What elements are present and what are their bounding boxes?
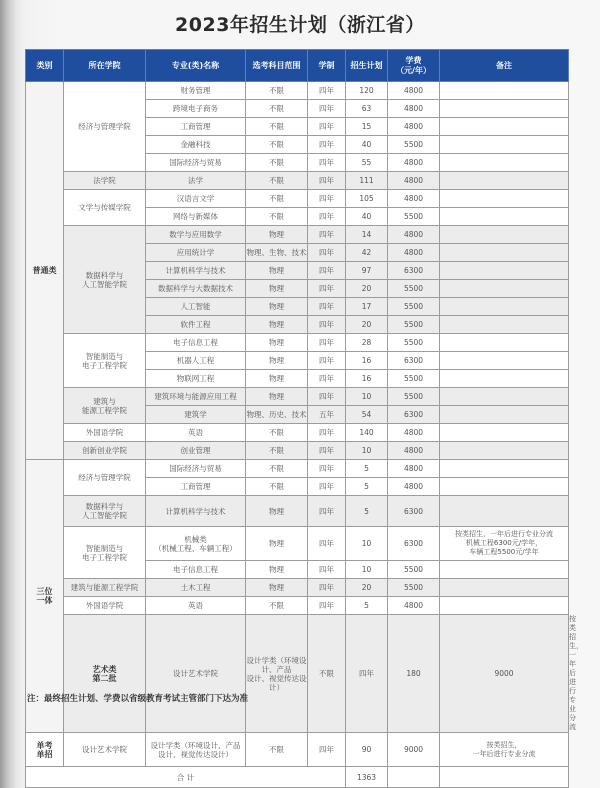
quota-cell: 15 [346, 118, 388, 136]
subjects-cell: 不限 [246, 597, 308, 615]
duration-cell: 四年 [308, 316, 346, 334]
quota-cell: 17 [346, 298, 388, 316]
quota-cell: 5 [346, 460, 388, 478]
tuition-cell: 4800 [388, 597, 440, 615]
college-cell [64, 388, 146, 424]
table-row [26, 334, 569, 352]
total-row [26, 767, 569, 788]
table-header-row [26, 50, 569, 82]
subjects-cell: 不限 [308, 615, 346, 733]
remark-cell [440, 298, 569, 316]
duration-cell: 四年 [308, 208, 346, 226]
duration-cell: 四年 [308, 334, 346, 352]
college-cell: 外国语学院 [64, 597, 146, 615]
quota-cell: 10 [346, 527, 388, 561]
major-line2: 设计、视觉传达设计） [158, 749, 233, 759]
major-cell: 国际经济与贸易 [146, 460, 246, 478]
tuition-cell: 4800 [388, 424, 440, 442]
quota-cell: 10 [346, 561, 388, 579]
remark-line2: 一年后进行专业分流 [472, 749, 536, 758]
category-general: 普通类 [26, 82, 64, 460]
tuition-cell: 5500 [388, 561, 440, 579]
college-line2: 能源工程学院 [82, 405, 127, 415]
quota-cell: 63 [346, 100, 388, 118]
quota-cell: 40 [346, 208, 388, 226]
remark-line2: 一年后进行专业分流 [569, 651, 576, 731]
duration-cell: 四年 [308, 527, 346, 561]
major-cell: 应用统计学 [146, 244, 246, 262]
major-cell: 金融科技 [146, 136, 246, 154]
remark-cell [440, 442, 569, 460]
table-row [26, 388, 569, 406]
remark-cell [440, 100, 569, 118]
tuition-cell: 4800 [388, 154, 440, 172]
tuition-cell: 4800 [388, 100, 440, 118]
quota-cell: 28 [346, 334, 388, 352]
duration-cell: 四年 [308, 298, 346, 316]
tuition-cell: 5500 [388, 334, 440, 352]
table-row [26, 527, 569, 561]
total-quota: 1363 [346, 767, 388, 788]
remark-cell [440, 733, 569, 767]
remark-cell [440, 280, 569, 298]
category-line2: 一体 [36, 596, 53, 605]
major-cell: 土木工程 [146, 579, 246, 597]
category-single-exam [26, 733, 64, 767]
table-row [26, 597, 569, 615]
quota-cell: 42 [346, 244, 388, 262]
major-cell [246, 615, 308, 733]
college-line1: 数据科学与 [85, 270, 124, 280]
college-cell [64, 226, 146, 334]
subjects-cell: 物理 [246, 316, 308, 334]
remark-cell [440, 406, 569, 424]
category-art [64, 615, 146, 733]
subjects-cell: 不限 [246, 190, 308, 208]
tuition-cell: 6300 [388, 496, 440, 527]
subjects-cell: 物理 [246, 334, 308, 352]
major-cell: 电子信息工程 [146, 334, 246, 352]
tuition-cell: 9000 [440, 615, 569, 733]
quota-cell: 10 [346, 388, 388, 406]
quota-cell: 40 [346, 136, 388, 154]
remark-cell [440, 136, 569, 154]
quota-cell: 5 [346, 478, 388, 496]
duration-cell: 四年 [308, 262, 346, 280]
duration-cell: 四年 [308, 579, 346, 597]
tuition-cell: 6300 [388, 406, 440, 424]
duration-cell: 四年 [308, 733, 346, 767]
college-cell: 经济与管理学院 [64, 82, 146, 172]
major-cell: 国际经济与贸易 [146, 154, 246, 172]
footnote: 注：最终招生计划、学费以省级教育考试主管部门下达为准 [27, 694, 249, 704]
category-line1: 单考 [36, 740, 53, 750]
remark-line1: 按类招生， [569, 615, 583, 650]
major-cell: 工商管理 [146, 118, 246, 136]
remark-line3: 车辆工程5500元/学年 [469, 548, 539, 556]
category-line2: 单招 [36, 749, 53, 759]
category-line1: 三位 [36, 587, 53, 596]
college-line1: 智能制造与 [85, 543, 124, 553]
major-line2: （机械工程、车辆工程） [154, 543, 237, 553]
tuition-cell: 4800 [388, 190, 440, 208]
tuition-cell: 4800 [388, 244, 440, 262]
table-row [26, 442, 569, 460]
college-line1: 数据科学与 [85, 502, 124, 511]
subjects-cell: 不限 [246, 424, 308, 442]
subjects-cell: 不限 [246, 478, 308, 496]
quota-cell: 20 [346, 316, 388, 334]
tuition-cell: 9000 [388, 733, 440, 767]
college-line2: 电子工程学院 [82, 552, 127, 562]
subjects-cell: 物理 [246, 280, 308, 298]
quota-cell: 180 [388, 615, 440, 733]
major-cell: 法学 [146, 172, 246, 190]
table-row [26, 82, 569, 100]
subjects-cell: 不限 [246, 442, 308, 460]
college-line2: 人工智能学院 [82, 511, 127, 520]
tuition-cell: 5500 [388, 370, 440, 388]
college-cell: 创新创业学院 [64, 442, 146, 460]
remark-line1: 按类招生， [486, 740, 522, 749]
major-cell: 建筑环境与能源应用工程 [146, 388, 246, 406]
tuition-cell: 6300 [388, 527, 440, 561]
subjects-cell: 不限 [246, 100, 308, 118]
quota-cell: 97 [346, 262, 388, 280]
duration-cell: 四年 [308, 442, 346, 460]
duration-cell: 四年 [308, 478, 346, 496]
remark-cell [440, 244, 569, 262]
quota-cell: 5 [346, 597, 388, 615]
duration-cell: 四年 [308, 460, 346, 478]
category-line2: 第二批 [92, 673, 117, 683]
major-cell: 财务管理 [146, 82, 246, 100]
college-line2: 电子工程学院 [82, 360, 127, 370]
subjects-cell: 不限 [246, 208, 308, 226]
header-quota: 招生计划 [346, 50, 388, 82]
total-tuition-empty [388, 767, 440, 788]
subjects-cell: 物理 [246, 370, 308, 388]
college-cell [64, 496, 146, 527]
subjects-cell: 物理 [246, 496, 308, 527]
duration-cell: 四年 [308, 118, 346, 136]
college-cell: 经济与管理学院 [64, 460, 146, 496]
remark-cell [440, 226, 569, 244]
subjects-cell: 不限 [246, 118, 308, 136]
subjects-cell: 不限 [246, 82, 308, 100]
major-cell: 建筑学 [146, 406, 246, 424]
remark-cell [440, 527, 569, 561]
subjects-cell: 物理 [246, 388, 308, 406]
duration-cell: 四年 [308, 136, 346, 154]
header-remarks: 备注 [440, 50, 569, 82]
table-row [26, 460, 569, 478]
major-cell: 英语 [146, 424, 246, 442]
duration-cell: 四年 [308, 154, 346, 172]
major-cell: 英语 [146, 597, 246, 615]
enrollment-plan-table [25, 49, 583, 788]
remark-cell [440, 424, 569, 442]
quota-cell: 120 [346, 82, 388, 100]
subjects-cell: 不限 [246, 154, 308, 172]
tuition-cell: 5500 [388, 316, 440, 334]
major-cell [146, 733, 246, 767]
major-cell: 物联网工程 [146, 370, 246, 388]
category-line1: 艺术类 [92, 664, 117, 674]
subjects-cell: 物理 [246, 298, 308, 316]
remark-cell [440, 190, 569, 208]
quota-cell: 10 [346, 442, 388, 460]
tuition-cell: 6300 [388, 262, 440, 280]
quota-cell: 20 [346, 280, 388, 298]
quota-cell: 14 [346, 226, 388, 244]
remark-cell [440, 262, 569, 280]
header-tuition-line2: （元/年） [396, 65, 431, 75]
total-remark-empty [440, 767, 569, 788]
subjects-cell: 不限 [246, 733, 308, 767]
major-cell: 跨境电子商务 [146, 100, 246, 118]
tuition-cell: 5500 [388, 388, 440, 406]
college-cell: 文学与传媒学院 [64, 190, 146, 226]
remark-cell [440, 370, 569, 388]
subjects-cell: 物理 [246, 352, 308, 370]
remark-cell [440, 561, 569, 579]
major-line2: 设计、视觉传达设计） [246, 673, 307, 692]
subjects-cell: 物理 [246, 579, 308, 597]
duration-cell: 四年 [308, 424, 346, 442]
college-cell [64, 527, 146, 579]
table-row [26, 172, 569, 190]
tuition-cell: 4800 [388, 478, 440, 496]
remark-cell [440, 496, 569, 527]
duration-cell: 四年 [346, 615, 388, 733]
remark-line2: 机械工程6300元/学年， [465, 539, 543, 547]
major-cell: 网络与新媒体 [146, 208, 246, 226]
college-cell [64, 334, 146, 388]
remark-cell [440, 478, 569, 496]
table-row [26, 615, 569, 733]
duration-cell: 四年 [308, 388, 346, 406]
subjects-cell: 物理、历史、技术 [246, 406, 308, 424]
major-cell: 汉语言文学 [146, 190, 246, 208]
tuition-cell: 4800 [388, 172, 440, 190]
duration-cell: 四年 [308, 597, 346, 615]
subjects-cell: 物理 [246, 527, 308, 561]
header-tuition-line1: 学费 [405, 55, 422, 65]
duration-cell: 四年 [308, 370, 346, 388]
table-row [26, 496, 569, 527]
tuition-cell: 6300 [388, 352, 440, 370]
duration-cell: 五年 [308, 406, 346, 424]
header-tuition [388, 50, 440, 82]
remark-cell [440, 334, 569, 352]
tuition-cell: 5500 [388, 280, 440, 298]
header-duration: 学制 [308, 50, 346, 82]
remark-cell [440, 597, 569, 615]
quota-cell: 54 [346, 406, 388, 424]
quota-cell: 140 [346, 424, 388, 442]
major-cell: 数据科学与大数据技术 [146, 280, 246, 298]
major-line1: 机械类 [184, 534, 207, 544]
duration-cell: 四年 [308, 496, 346, 527]
major-cell: 创业管理 [146, 442, 246, 460]
remark-cell [440, 118, 569, 136]
remark-cell [440, 460, 569, 478]
major-cell: 计算机科学与技术 [146, 262, 246, 280]
duration-cell: 四年 [308, 280, 346, 298]
tuition-cell: 5500 [388, 136, 440, 154]
quota-cell: 55 [346, 154, 388, 172]
subjects-cell: 不限 [246, 172, 308, 190]
tuition-cell: 4800 [388, 226, 440, 244]
remark-cell [440, 316, 569, 334]
remark-cell [440, 352, 569, 370]
table-row [26, 424, 569, 442]
header-category: 类别 [26, 50, 64, 82]
quota-cell: 5 [346, 496, 388, 527]
major-cell [146, 527, 246, 561]
duration-cell: 四年 [308, 190, 346, 208]
tuition-cell: 5500 [388, 208, 440, 226]
total-label: 合 计 [26, 767, 346, 788]
remark-cell [440, 82, 569, 100]
table-row [26, 226, 569, 244]
major-cell: 软件工程 [146, 316, 246, 334]
duration-cell: 四年 [308, 352, 346, 370]
college-cell: 法学院 [64, 172, 146, 190]
quota-cell: 111 [346, 172, 388, 190]
tuition-cell: 4800 [388, 118, 440, 136]
tuition-cell: 5500 [388, 298, 440, 316]
subjects-cell: 不限 [246, 460, 308, 478]
quota-cell: 90 [346, 733, 388, 767]
quota-cell: 105 [346, 190, 388, 208]
remark-cell [440, 172, 569, 190]
college-cell: 建筑与能源工程学院 [64, 579, 146, 597]
tuition-cell: 5500 [388, 579, 440, 597]
subjects-cell: 物理 [246, 226, 308, 244]
duration-cell: 四年 [308, 172, 346, 190]
quota-cell: 20 [346, 579, 388, 597]
subjects-cell: 不限 [246, 136, 308, 154]
college-line2: 人工智能学院 [82, 279, 127, 289]
remark-cell [440, 579, 569, 597]
remark-cell [440, 388, 569, 406]
subjects-cell: 物理 [246, 262, 308, 280]
subjects-cell: 物理 [246, 561, 308, 579]
duration-cell: 四年 [308, 244, 346, 262]
major-cell: 人工智能 [146, 298, 246, 316]
major-line1: 设计学类（环境设计、产品 [150, 740, 241, 750]
quota-cell: 16 [346, 352, 388, 370]
college-line1: 建筑与 [93, 396, 116, 406]
major-cell: 机器人工程 [146, 352, 246, 370]
duration-cell: 四年 [308, 561, 346, 579]
college-line1: 智能制造与 [85, 351, 124, 361]
table-row [26, 733, 569, 767]
table-row [26, 190, 569, 208]
tuition-cell: 4800 [388, 442, 440, 460]
major-cell: 计算机科学与技术 [146, 496, 246, 527]
remark-cell [440, 208, 569, 226]
major-cell: 电子信息工程 [146, 561, 246, 579]
subjects-cell: 物理、生物、技术 [246, 244, 308, 262]
header-subjects: 选考科目范围 [246, 50, 308, 82]
quota-cell: 16 [346, 370, 388, 388]
major-cell: 工商管理 [146, 478, 246, 496]
college-cell: 设计艺术学院 [64, 733, 146, 767]
duration-cell: 四年 [308, 82, 346, 100]
duration-cell: 四年 [308, 226, 346, 244]
tuition-cell: 4800 [388, 82, 440, 100]
tuition-cell: 4800 [388, 460, 440, 478]
remark-cell [440, 154, 569, 172]
major-line1: 设计学类（环境设计、产品 [246, 655, 307, 674]
college-cell: 设计艺术学院 [146, 615, 246, 733]
duration-cell: 四年 [308, 100, 346, 118]
major-cell: 数学与应用数学 [146, 226, 246, 244]
header-major: 专业(类)名称 [146, 50, 246, 82]
table-row [26, 579, 569, 597]
college-cell: 外国语学院 [64, 424, 146, 442]
header-college: 所在学院 [64, 50, 146, 82]
page-title: 2023年招生计划（浙江省） [175, 14, 425, 36]
remark-line1: 按类招生，一年后进行专业分流 [455, 530, 553, 538]
